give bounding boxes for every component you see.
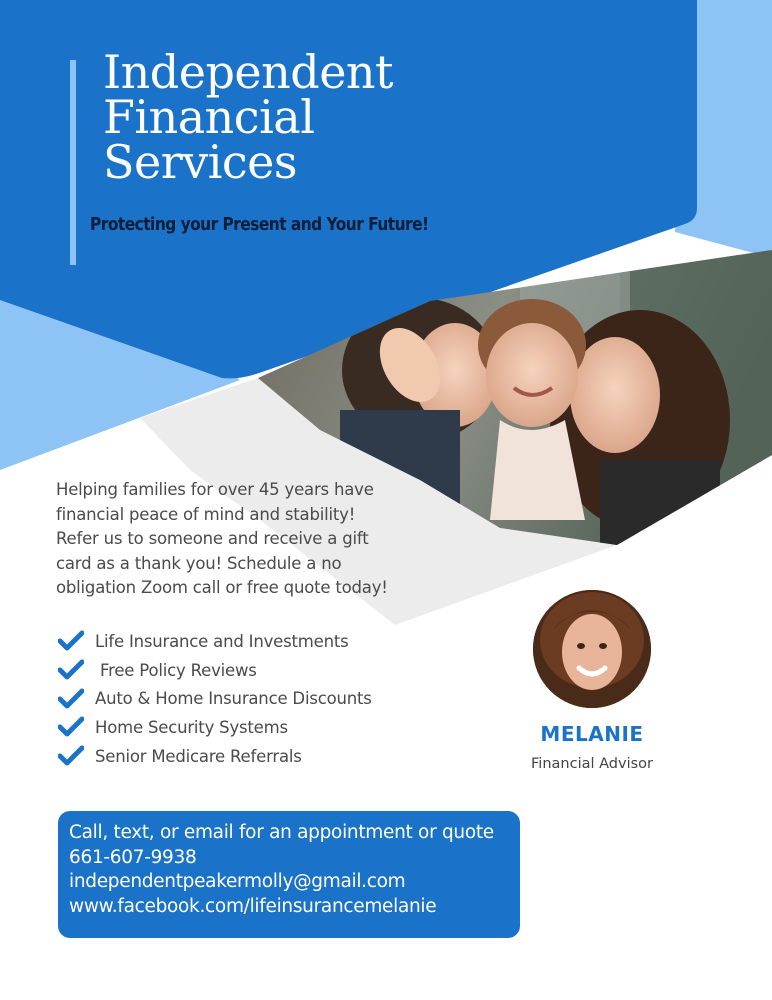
service-label: Life Insurance and Investments xyxy=(95,631,349,651)
title-line-3: Services xyxy=(103,135,298,189)
title-line-2: Financial xyxy=(103,90,315,144)
intro-line: card as a thank you! Schedule a no xyxy=(56,553,342,573)
contact-email[interactable]: independentpeakermolly@gmail.com xyxy=(69,871,406,892)
checkmark-icon xyxy=(58,630,84,652)
service-label: Home Security Systems xyxy=(95,717,288,737)
tagline: Protecting your Present and Your Future! xyxy=(90,215,429,235)
intro-paragraph xyxy=(56,478,401,601)
intro-line: Refer us to someone and receive a gift xyxy=(56,529,369,548)
checkmark-icon xyxy=(58,688,84,710)
list-item xyxy=(58,713,372,742)
service-label: Free Policy Reviews xyxy=(95,660,257,680)
contact-box xyxy=(58,811,520,938)
list-item xyxy=(58,742,372,771)
contact-phone[interactable]: 661-607-9938 xyxy=(69,846,197,868)
advisor-role: Financial Advisor xyxy=(531,756,653,772)
list-item xyxy=(58,627,372,656)
advisor-name: MELANIE xyxy=(540,722,644,746)
list-item xyxy=(58,656,372,685)
page-title xyxy=(103,45,463,189)
services-list xyxy=(58,627,372,770)
checkmark-icon xyxy=(58,716,84,738)
list-item xyxy=(58,684,372,713)
intro-line: Helping families for over 45 years have xyxy=(56,480,374,499)
checkmark-icon xyxy=(58,745,84,767)
avatar xyxy=(533,590,651,708)
intro-line: financial peace of mind and stability! xyxy=(56,504,356,524)
service-label: Senior Medicare Referrals xyxy=(95,746,302,766)
service-label: Auto & Home Insurance Discounts xyxy=(95,689,372,709)
checkmark-icon xyxy=(58,659,84,681)
contact-cta: Call, text, or email for an appointment or quote xyxy=(69,822,494,843)
contact-facebook[interactable]: www.facebook.com/lifeinsurancemelanie xyxy=(69,895,437,917)
title-line-1: Independent xyxy=(103,45,394,99)
advisor-photo xyxy=(533,590,651,708)
title-accent-bar xyxy=(70,60,76,265)
intro-line: obligation Zoom call or free quote today! xyxy=(56,578,388,597)
